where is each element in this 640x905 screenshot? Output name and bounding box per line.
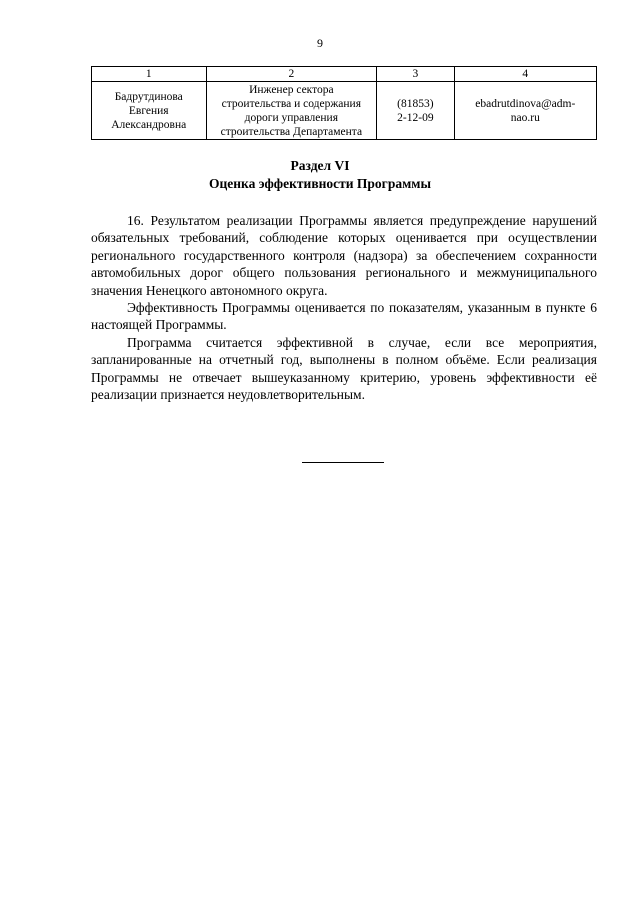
employee-name-cell <box>92 82 207 140</box>
employee-position-cell <box>206 82 377 140</box>
table-row <box>92 82 597 140</box>
name-line: Бадрутдинова <box>114 90 183 103</box>
column-header: 4 <box>454 67 596 82</box>
phone-line: 2-12-09 <box>397 111 434 124</box>
paragraph-efficiency-criteria: Программа считается эффективной в случае, если все мероприятия, запланированные на отчетный год, выполнены в полном объёме. Если реализация Программы не отвечает вышеуказанному критерию, уровень эффективности её реализации признается неудовлетворительным. <box>91 334 597 403</box>
name-line: Евгения <box>128 104 169 117</box>
phone-line: (81853) <box>397 97 434 110</box>
contacts-table <box>91 66 597 140</box>
employee-phone-cell <box>377 82 454 140</box>
position-line: строительства Департамента <box>220 125 363 138</box>
section-title: Оценка эффективности Программы <box>208 176 432 191</box>
name-line: Александровна <box>111 118 187 131</box>
column-header: 2 <box>206 67 377 82</box>
table-header-row <box>92 67 597 82</box>
email-line: nao.ru <box>510 111 540 124</box>
page-number: 9 <box>317 36 323 50</box>
end-divider <box>302 462 384 463</box>
section-body <box>91 212 597 403</box>
column-header: 3 <box>377 67 454 82</box>
position-line: дороги управления <box>244 111 338 124</box>
employee-email-cell <box>454 82 596 140</box>
column-header: 1 <box>92 67 207 82</box>
section-number: Раздел VI <box>290 158 350 173</box>
paragraph-16: 16. Результатом реализации Программы является предупреждение нарушений обязательных требований, соблюдение которых оценивается при осуществлении регионального государственного контроля (надзора) за обеспечением сохранности автомобильных дорог общего пользования регионального и межмуниципального значения Ненецкого автономного округа. <box>91 213 597 298</box>
email-line: ebadrutdinova@adm- <box>475 97 576 110</box>
paragraph-efficiency-indicators: Эффективность Программы оценивается по показателям, указанным в пункте 6 настоящей Программы. <box>91 300 597 333</box>
position-line: строительства и содержания <box>221 97 361 110</box>
section-heading <box>0 157 640 193</box>
position-line: Инженер сектора <box>249 83 334 96</box>
